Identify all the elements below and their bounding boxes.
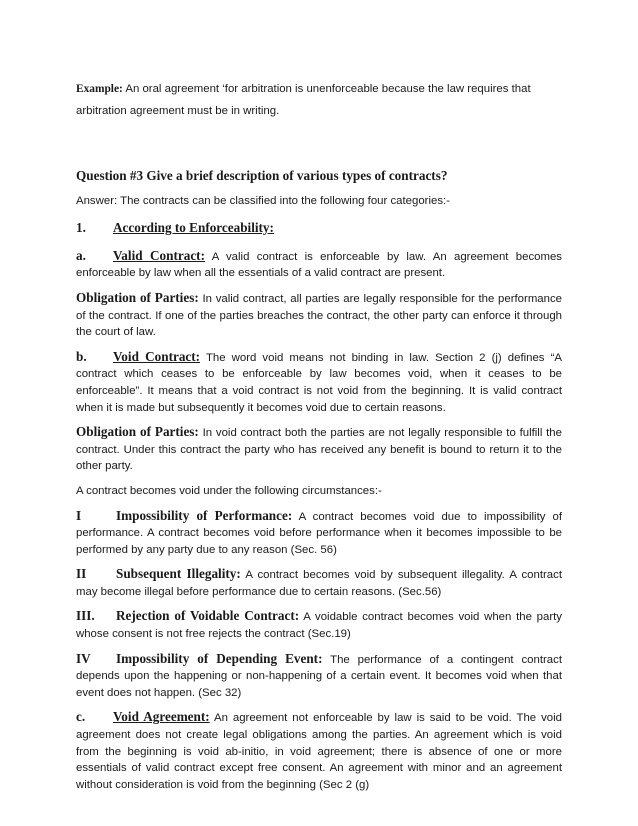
void-agreement-heading — [76, 709, 210, 724]
circumstance-item — [76, 566, 562, 600]
circumstance-title: Impossibility of Performance: — [116, 507, 293, 523]
circumstances-intro: A contract becomes void under the following circumstances:- — [76, 484, 382, 497]
void-letter: b. — [76, 348, 87, 364]
valid-contract-paragraph — [76, 248, 562, 282]
section-heading-enforceability — [76, 220, 562, 237]
valid-title: Valid Contract: — [113, 247, 205, 263]
circumstance-number: IV — [76, 650, 91, 666]
void-contract-paragraph — [76, 349, 562, 416]
valid-contract-text: A valid contract is enforceable by law. An agreement becomes enforceable by law when all the essentials of a valid contract are present. — [76, 250, 562, 280]
question-heading: Question #3 Give a brief description of various types of contracts? — [76, 168, 448, 183]
document-page — [76, 78, 562, 793]
void-agreement-text: An agreement not enforceable by law is said to be void. The void agreement does not create legal obligations among the parties. An agreement which is void from the beginning is void ab-initio, in void agreement; there is absence of one or more essentials of valid contract except free consent. An agreement with minor and an agreement without consideration is void from the beginning (Sec 2 (g) — [76, 712, 562, 791]
circumstance-number: I — [76, 507, 82, 523]
void-contract-heading — [76, 349, 200, 364]
void-agreement-paragraph — [76, 709, 562, 793]
circumstance-text: A contract becomes void by subsequent illegality. A contract may become illegal before performance due to certain reasons. (Sec.56) — [76, 569, 562, 598]
circumstance-item — [76, 508, 562, 559]
void-title: Void Contract: — [113, 348, 201, 364]
answer-text: Answer: The contracts can be classified into the following four categories:- — [76, 194, 450, 207]
example-paragraph — [76, 78, 562, 122]
example-label: Example: — [76, 83, 123, 95]
void-obligation-paragraph — [76, 424, 562, 475]
circumstance-text: A contract becomes void due to impossibility of performance. A contract becomes void before performance when it becomes impossible to be performed by any party due to any reason (Sec. 56) — [76, 510, 562, 556]
void-contract-text: The word void means not binding in law. Section 2 (j) defines “A contract which ceases to be enforceable by law becomes void, when it ceases to be enforceable”. It means that a void contract is not void from the beginning. It is valid contract when it is made but subsequently it becomes void due to certain reasons. — [76, 351, 562, 414]
void-agreement-title: Void Agreement: — [113, 709, 210, 725]
void-agreement-letter: c. — [76, 709, 86, 725]
void-obligation-text: In void contract both the parties are not legally responsible to fulfill the contract. Under this contract the party who has received any benefit is bound to return it to the other party. — [76, 427, 562, 473]
valid-letter: a. — [76, 247, 86, 263]
circumstance-item — [76, 608, 562, 642]
section-title: According to Enforceability: — [113, 220, 274, 236]
circumstance-title: Impossibility of Depending Event: — [116, 650, 323, 666]
circumstance-text: The performance of a contingent contract depends upon the happening or non-happening of a certain event. It becomes void when that event does not happen. (Sec 32) — [76, 653, 562, 699]
circumstance-number: III. — [76, 608, 95, 624]
valid-obligation-label: Obligation of Parties: — [76, 289, 199, 305]
circumstance-text: A voidable contract becomes void when the party whose consent is not free rejects the contract (Sec.19) — [76, 611, 563, 641]
valid-obligation-text: In valid contract, all parties are legally responsible for the performance of the contract. If one of the parties breaches the contract, the other party can enforce it through the court of law. — [76, 292, 563, 339]
valid-contract-heading — [76, 248, 205, 263]
void-obligation-label: Obligation of Parties: — [76, 424, 199, 440]
circumstance-title: Subsequent Illegality: — [116, 566, 241, 582]
circumstance-number: II — [76, 566, 87, 582]
example-text: An oral agreement ‘for arbitration is unenforceable because the law requires that arbitration agreement must be in writing. — [76, 83, 531, 117]
valid-obligation-paragraph — [76, 290, 562, 341]
circumstance-item — [76, 651, 562, 702]
section-number: 1. — [76, 220, 86, 236]
circumstance-title: Rejection of Voidable Contract: — [116, 608, 300, 624]
